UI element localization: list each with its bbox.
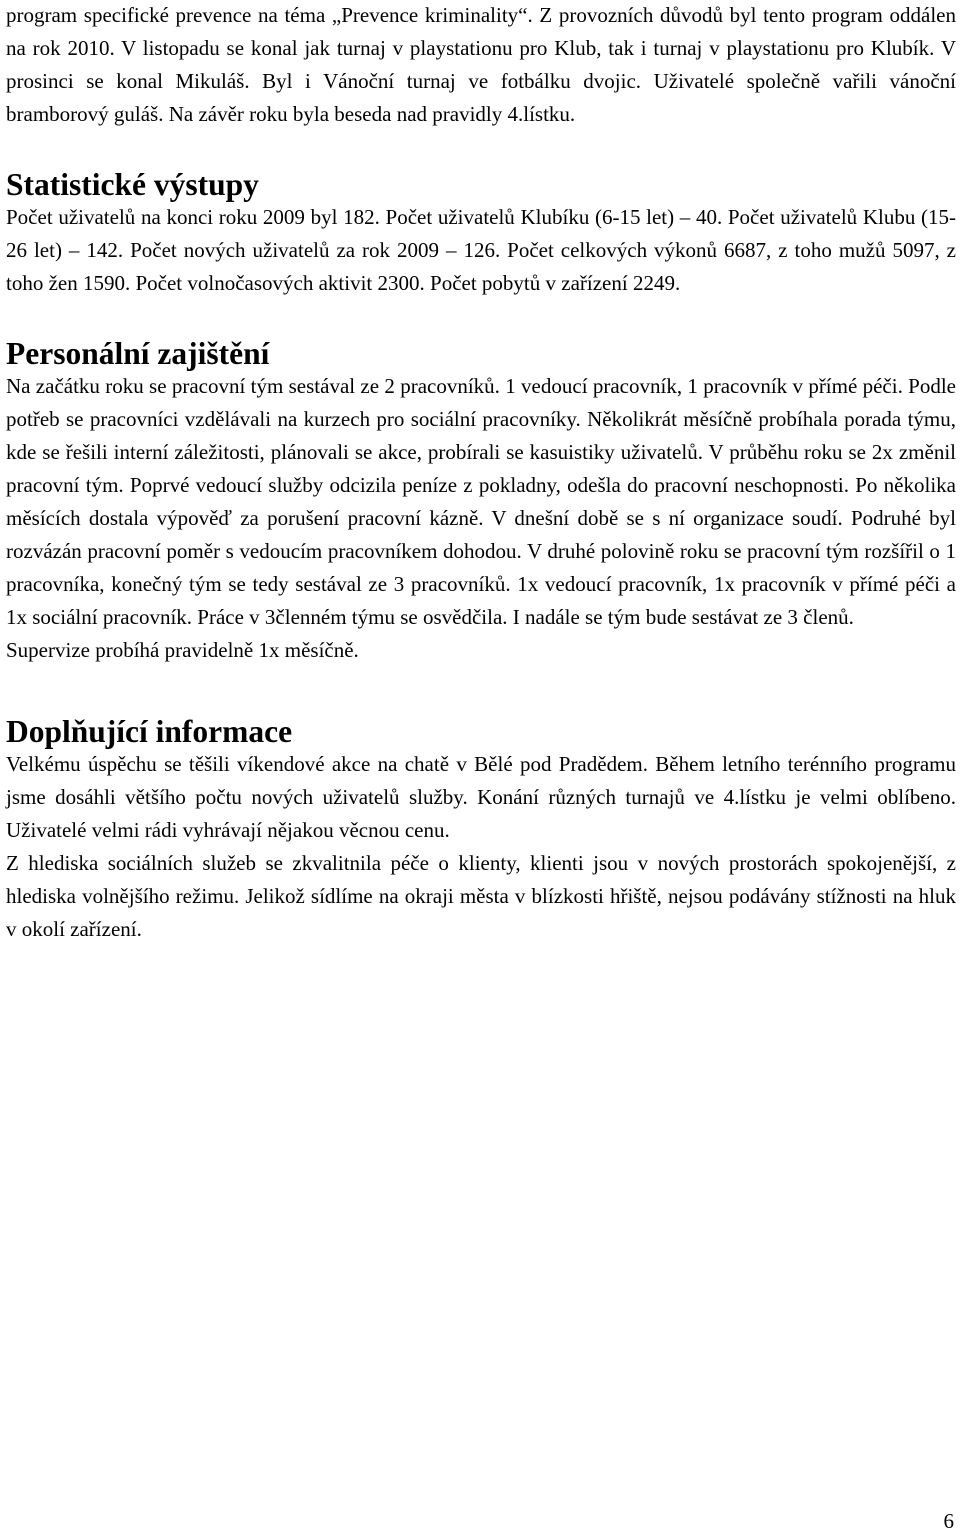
personnel-heading: Personální zajištění — [6, 336, 270, 371]
spacer — [6, 300, 956, 337]
supervision-paragraph: Supervize probíhá pravidelně 1x měsíčně. — [6, 638, 359, 662]
additional-paragraph-2: Z hlediska sociálních služeb se zkvalitnila péče o klienty, klienti jsou v nových prostorách spokojenější, z hlediska volnějšího režimu. Jelikož sídlíme na okraji města v blízkosti hřiště, nejsou podávány stížnosti na hluk v okolí zařízení. — [6, 851, 956, 941]
statistics-paragraph: Počet uživatelů na konci roku 2009 byl 182. Počet uživatelů Klubíku (6-15 let) – 40. Počet uživatelů Klubu (15-26 let) – 142. Počet nových uživatelů za rok 2009 – 126. Počet celkových výkonů 6687, z toho mužů 5097, z toho žen 1590. Počet volnočasových aktivit 2300. Počet pobytů v zařízení 2249. — [6, 205, 956, 295]
personnel-paragraph: Na začátku roku se pracovní tým sestával ze 2 pracovníků. 1 vedoucí pracovník, 1 pracovník v přímé péči. Podle potřeb se pracovníci vzdělávali na kurzech pro sociální pracovníky. Několikrát měsíčně probíhala porada týmu, kde se řešili interní záležitosti, plánovali se akce, probírali se kasuistiky uživatelů. V průběhu roku se 2x změnil pracovní tým. Poprvé vedoucí služby odcizila peníze z pokladny, odešla do pracovní neschopnosti. Po několika měsících dostala výpověď za porušení pracovní kázně. V dnešní době se s ní organizace soudí. Podruhé byl rozvázán pracovní poměr s vedoucím pracovníkem dohodou. V druhé polovině roku se pracovní tým rozšířil o 1 pracovníka, konečný tým se tedy sestával ze 3 pracovníků. 1x vedoucí pracovník, 1x pracovník v přímé péči a 1x sociální pracovník. Práce v 3členném týmu se osvědčila. I nadále se tým bude sestávat ze 3 členů. — [6, 374, 956, 629]
additional-heading: Doplňující informace — [6, 714, 293, 749]
spacer — [6, 131, 956, 168]
additional-paragraph-1: Velkému úspěchu se těšili víkendové akce na chatě v Bělé pod Pradědem. Během letního terénního programu jsme dosáhli většího počtu nových uživatelů služby. Konání různých turnajů ve 4.lístku je velmi oblíbeno. Uživatelé velmi rádi vyhrávají nějakou věcnou cenu. — [6, 752, 956, 842]
intro-paragraph: program specifické prevence na téma „Prevence kriminality“. Z provozních důvodů byl tento program oddálen na rok 2010. V listopadu se konal jak turnaj v playstationu pro Klub, tak i turnaj v playstationu pro Klubík. V prosinci se konal Mikuláš. Byl i Vánoční turnaj ve fotbálku dvojic. Uživatelé společně vařili vánoční bramborový guláš. Na závěr roku byla beseda nad pravidly 4.lístku. — [6, 3, 956, 126]
statistics-heading: Statistické výstupy — [6, 167, 259, 202]
page-number: 6 — [943, 1509, 954, 1533]
spacer — [6, 667, 956, 715]
document-page — [6, 0, 956, 946]
